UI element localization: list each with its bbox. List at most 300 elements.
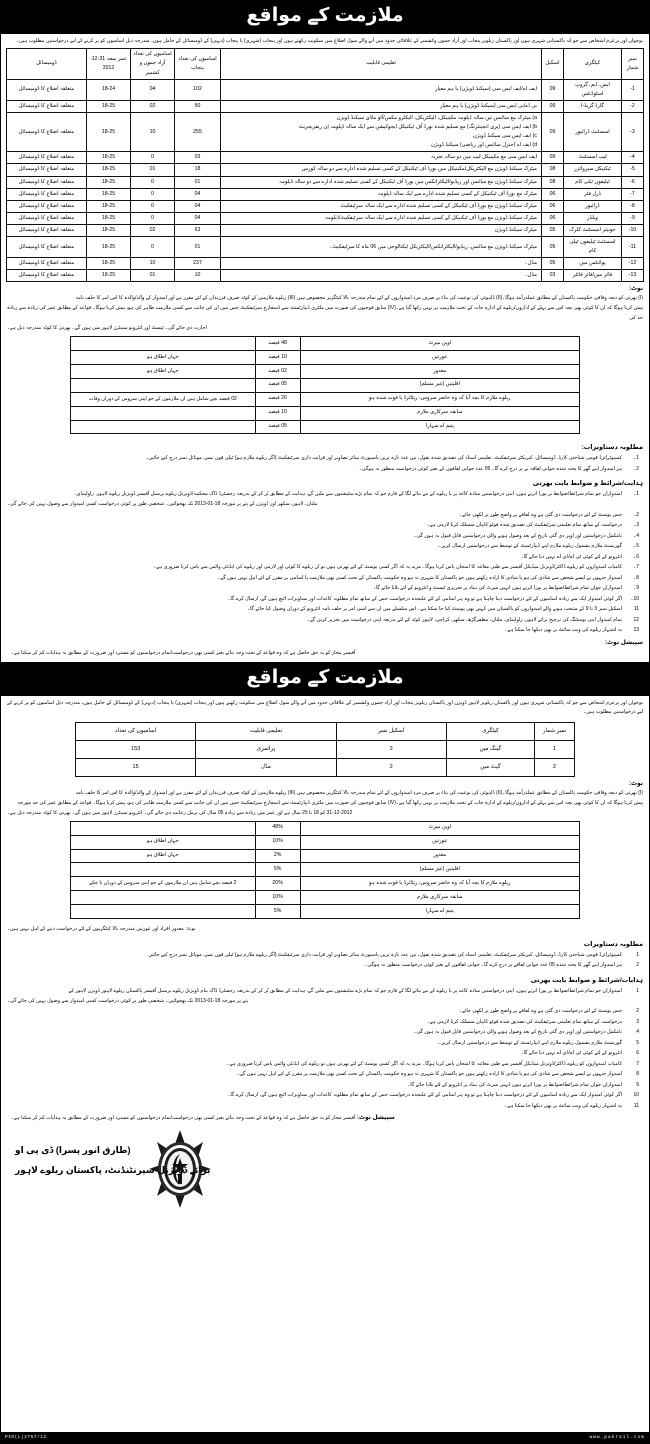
cell-posts-ajk: 02 <box>131 100 175 112</box>
quota-percentage: 10 فیصد <box>255 351 300 365</box>
cell-sr: 4- <box>622 152 644 164</box>
quota-label: معذور <box>300 849 579 863</box>
list-item <box>7 520 639 530</box>
cell-age: 18-25 <box>87 258 131 270</box>
quota-note: 2 فیصد بچے شامل ہیں ان ملازموں کے جو اپنی سروس کے دوران پا چکے <box>71 877 256 891</box>
signature-zone <box>1 1126 649 1208</box>
cell-sr: 12- <box>622 258 644 270</box>
cell-posts-ajk: 04 <box>131 79 175 100</box>
cell-scale: 06 <box>542 200 564 212</box>
section1-quota-table <box>70 336 580 434</box>
cell-category: پوائنٹس مین <box>564 258 622 270</box>
note-line: 31-12-2012 کو 18 تا 25 سال ہے اور عمر میں زیادہ سے زیادہ 05 سال کی نرمل رعایت دی جائے گی۔ انٹرویو سینٹرز لاہور میں ہوں گے۔ بھرتی کا کوٹہ مندرجہ ذیل ہے۔ <box>7 809 353 816</box>
table-header-row <box>76 722 575 740</box>
table-row <box>76 758 575 776</box>
cell-category: ڈرل فٹر <box>564 188 622 200</box>
cell-category: ٹیلیفون ٹیلی کام <box>564 176 622 188</box>
list-item-text: امیدواران جو تمام شرائط/ضوابط پر پورا اترتے ہوں، اپنی درخواستیں سادہ کاغذ پر یا ریلوے کے بنے بنائے لگا کے فارم جو کہ تمام بڑے سٹیشنوں سے ملیں گے، ہدایت کے مطابق پُر کر کے بذریعہ رجسٹرڈ ڈاک محکمہ/ڈویژنل ریلوے پرسنل آفیسر ڈویژنل ریلوے لاہور، راولپنڈی، ملتان، لاہور، سکھر اور ڈویژن کے پتے پر مورخہ 18-01-2013 تک بھجوائیں۔ شخصی طور پر کوئی درخواست کسی امیدوار سے وصول نہیں کی جائے گی۔ <box>7 491 622 508</box>
cell-posts-punjab: 50 <box>175 100 221 112</box>
cell-age: 18-25 <box>87 270 131 282</box>
quota-row <box>71 835 580 849</box>
cell-sr: 10- <box>622 224 644 236</box>
section2-quota-footnote: نوٹ: معذور افراد اور عورتیں مندرجہ بالا کیٹگریوں کے لئے درخواست دینے کے اہل نہیں ہیں۔ <box>7 925 196 932</box>
cell-domicile: متعلقہ اضلاع کا ڈومیسائل <box>7 200 87 212</box>
cell-qualification: ایف ایس سی مع مکینیکل لیب میں دو سالہ تجربہ <box>221 152 542 164</box>
list-item-number: 8۔ <box>633 574 639 581</box>
list-item <box>7 1059 639 1069</box>
cell-domicile: متعلقہ اضلاع کا ڈومیسائل <box>7 152 87 164</box>
list-item-text: امیدواران جوان تمام شرائط/ضوابط پر پورا اترتے ہوں انہیں میرٹ کی بنیاد پر انٹرویو کے لئے بلایا جائے گا۔ <box>407 1081 622 1088</box>
cell-posts-punjab: 01 <box>175 176 221 188</box>
cell-qualification: میٹرک سیکنڈ ڈویژن مع سائنس، ریڈیو/الیکٹرانکس/الیکٹریکل ٹیکنالوجی میں 06 ماہ کا سرٹیفکیٹ۔ <box>221 236 542 257</box>
list-item-number: 12 <box>633 616 639 623</box>
quota-note <box>71 863 256 877</box>
cell-category: اسسٹنٹ ٹیلیفون ٹیلی کام <box>564 236 622 257</box>
list-item <box>7 950 639 960</box>
section1-rules-list <box>1 489 649 635</box>
special-note-text: آفیسر مجاز کو یہ حق حاصل ہے کہ وہ قواعد کے تحت وجہ بتائے بغیر کسی بھی درخواست/تمام درخواستوں کو مسترد اور ضرورت کے مطابق یہ ہدایات کم کر سکتا ہے۔ <box>11 1115 356 1122</box>
cell-age: 18-24 <box>87 79 131 100</box>
quota-percentage: 48% <box>255 821 300 835</box>
list-item-text: ہر امیدوار اپنے گھر کا پختہ شدہ جوابی لفافہ نے پر درج کرے گا۔ 05 عدد جوابی لفافوں کے بغیر کوئی درخواست منظور نہ ہوگی۔ <box>358 465 622 472</box>
table-row <box>7 176 644 188</box>
cell-sr: 2 <box>534 758 574 776</box>
cell-category: فائر مین/فائر فائٹر <box>564 270 622 282</box>
cell-age: 18-25 <box>87 224 131 236</box>
cell-category: ایس۔ایم۔گروپ اسٹوڈنٹس <box>564 79 622 100</box>
cell-category: جونیئر اسسٹنٹ کلرک <box>564 224 622 236</box>
quota-label: اقلیتیں (غیر مسلم) <box>300 863 579 877</box>
cell-domicile: متعلقہ اضلاع کا ڈومیسائل <box>7 188 87 200</box>
table-row <box>7 79 644 100</box>
list-item-text: گورنمنٹ ملازم بشمول ریلوے ملازم اپنے ڈیپارٹمنٹ کے توسط سے درخواستیں ارسال کریں۔ <box>437 1039 622 1046</box>
section1-intro-text: نوجوان اور پرعزم اشخاص سے جو کہ پاکستانی شہری ہوں اور پاکستان ریلویز پنجاب اور آزاد جموں وکشمیر کے علاقائی حدود میں آنے والے سول اضلاع میں سکونت رکھتے ہوں اور پنجاب (شہری) یا پنجاب (دیہی) کے ڈومیسائل کے حامل ہوں، مندرجہ ذیل اسامیوں کو پر کرنے کے لیے درخواستیں مطلوب ہیں۔ <box>16 37 643 44</box>
quota-row <box>71 821 580 835</box>
table-row <box>7 258 644 270</box>
quota-label: ریلوے ملازم کا بچہ آیا کہ وہ حاضر سروس، ریٹائرڈ یا فوت شدہ ہو <box>300 877 579 891</box>
list-item-text: کامیاب امیدواروں کو ریلوے ڈاکٹر/ڈویژنل میڈیکل آفیسر سے طبی معائنہ کا امتحان پاس کرنا ہوگا۔ مزید یہ کہ اگر کسی پوسٹ کے لئے بھرتی ہوں تو ریلوے کی ایڈنٹی واٹس پاس کرنا ضروری ہے۔ <box>226 1060 622 1067</box>
table-row <box>7 270 644 282</box>
cell-qualification: مڈل۔ <box>221 258 542 270</box>
cell-posts-punjab: 237 <box>175 258 221 270</box>
section1-note-body <box>1 292 649 334</box>
list-item-number: 10 <box>633 1092 639 1099</box>
list-item-number: 6 <box>636 1050 639 1057</box>
cell-qualification: پرائمری <box>196 740 336 758</box>
th-age: عمر بمعہ 31-12-2012 <box>87 49 131 79</box>
list-item-number: 7 <box>636 1060 639 1067</box>
list-item-number: 11 <box>633 1102 639 1109</box>
footer-pid: PID(L)2757/12 <box>5 1435 47 1440</box>
cell-category: گارڈ گریڈ-I <box>564 100 622 112</box>
quota-note: 02 فیصد بچے شامل ہیں ان ملازموں کے جو اپنی سروس کے دوران وفات <box>71 392 256 406</box>
quota-percentage: 5% <box>255 905 300 919</box>
note-line: پیش کرنا ہوگا کہ ان کا کوئی بھی بچہ اس سے پہلے کے اداروں/ریلوے کے ادارہ جات کے تحت ملازمت پر نہیں رکھا گیا ہے۔(IV) سابق فوجیوں کی صورت میں ملٹری ڈیپارٹمنٹ سے ڈسچارج سرٹیفکیٹ جس میں ان کی جانب سے کسی ملازمت ظاہر کی ہو، پیش کرنا ہوگا۔ قواعد کے مطابق عمر کی حد مورخہ <box>17 799 643 806</box>
cell-domicile: متعلقہ اضلاع کا ڈومیسائل <box>7 224 87 236</box>
list-item-text: کمپیوٹرائزڈ قومی شناختی کارڈ، ڈومیسائل، کیریکٹر سرٹیفکیٹ، تعلیمی اسناد کی تصدیق شدہ نقول، تین عدد تازہ ترین پاسپورٹ سائز تصاویر اور قرابت داری سرٹیفکیٹ (اگر ریلوے ملازم ہو) ٹیلی فون نمبر، موبائل نمبر درج کیے جائیں۔ <box>145 455 622 462</box>
section1-docs-list <box>1 453 649 474</box>
cell-posts-ajk: 0 <box>131 236 175 257</box>
cell-category: لیب اسسٹنٹ <box>564 152 622 164</box>
quota-percentage: 10% <box>255 891 300 905</box>
list-item <box>7 1038 639 1048</box>
cell-posts-punjab: 102 <box>175 79 221 100</box>
th-qualification: تعلیمی قابلیت <box>221 49 542 79</box>
cell-posts-punjab: 10 <box>175 270 221 282</box>
list-item-text: تمام امیدوار اپنی پوسٹنگ کی ترجیح برائے لاہور، راولپنڈی، ملتان، مظفرگڑھ، سکھر، کراچی، لاہور کوٹہ کے لئے بذریعہ اپنی درخواست میں تحریر کریں گے۔ <box>307 616 622 623</box>
cell-count: 153 <box>76 740 196 758</box>
quota-note <box>71 905 256 919</box>
cell-sr: 6- <box>622 176 644 188</box>
list-item <box>7 573 639 583</box>
quota-row <box>71 378 580 392</box>
cell-sr: 3- <box>622 112 644 151</box>
list-item-number: 1۔ <box>633 455 639 462</box>
cell-sr: 11- <box>622 236 644 257</box>
list-item-text: اگر کوئی امیدوار ایک سے زیادہ اسامیوں کے لئے درخواست دینا چاہتا ہے تو وہ ہر اسامی کے لئے علیحدہ درخواست جس کے ساتھ تمام مطلوبہ کاغذات اور ستاویزات اٹیچ ہوں گے، ارسال کرے گا۔ <box>227 595 622 602</box>
list-item-number: 1 <box>636 987 639 994</box>
cell-qualification: a) میٹرک مع سائنس تین سالہ ڈپلومہ مکینیکل، الیکٹریکل، الیکٹرو مکس/آٹو ماڈی سیکنڈ ڈویژن b) ایف ایس سی (پری انجینئرنگ) مع تسلیم شدہ بورڈ آف ٹیکنیکل ایجوکیشن سے ایک سالہ ڈپلومہ اِن ریفریجریٹ c) ایف ایس سی سیکنڈ ڈویژن d) ایف اے (جنرل سائنس اور ریاضی) سیکنڈ ڈویژن <box>221 112 542 151</box>
list-item-number: 7۔ <box>633 564 639 571</box>
list-item-number: 2 <box>636 1008 639 1015</box>
cell-age: 18-25 <box>87 176 131 188</box>
list-item-text: کمپیوٹرائزڈ قومی شناختی کارڈ، ڈومیسائل، کیریکٹر سرٹیفکیٹ، تعلیمی اسناد کی تصدیق شدہ نقول، تین عدد تازہ ترین پاسپورٹ سائز تصاویر اور قرابت داری سرٹیفکیٹ (اگر ریلوے ملازم ہو) ٹیلی فون نمبر، موبائل نمبر درج کیے جائیں <box>148 951 622 958</box>
cell-posts-ajk: 02 <box>131 224 175 236</box>
th-posts-ajk: اسامیوں کی تعداد آزاد جموں و کشمیر <box>131 49 175 79</box>
list-item <box>7 615 639 625</box>
th-scale: اسکیل <box>542 49 564 79</box>
list-item-text: یہ اشتہار ریلوے کی ویب سائٹ پر بھی دیکھا جا سکتا ہے۔ <box>504 627 622 634</box>
list-item <box>7 510 639 520</box>
th-sr: نمبر شمار <box>622 49 644 79</box>
cell-sr: 13- <box>622 270 644 282</box>
list-item-text: انٹرویو کے لئے کوئی ٹی اے/ڈی اے نہیں دیا جائے گا۔ <box>520 1050 622 1057</box>
th-category: کیٹگری <box>564 49 622 79</box>
quota-note <box>71 821 256 835</box>
list-item <box>7 1101 639 1111</box>
list-item-number: 8 <box>636 1071 639 1078</box>
cell-qualification: میٹرک مع بورڈ آف ٹیکنیکل کے کسی تسلیم شدہ ادارے سے ایک سالہ ڈپلومہ <box>221 188 542 200</box>
signatory-title: برائے ڈویژنل سپرنٹنڈنٹ، پاکستان ریلوے لاہور <box>15 1165 211 1176</box>
cell-domicile: متعلقہ اضلاع کا ڈومیسائل <box>7 112 87 151</box>
list-item-number: 3 <box>636 1018 639 1025</box>
list-item-text: نامکمل درخواستیں اور اوپر دی گئی تاریخ کے بعد وصول ہونے والی درخواستیں قابل قبول نہ ہوں گی۔ <box>413 1029 622 1036</box>
cell-posts-ajk: 10 <box>131 258 175 270</box>
footer-website[interactable]: www.pakrail.com <box>589 1435 645 1440</box>
list-item <box>7 1006 639 1016</box>
quota-percentage: 10% <box>255 835 300 849</box>
section2-jobs-table <box>75 722 575 777</box>
quota-label: اوپن میرٹ <box>300 337 579 351</box>
signatory-name: (طارق انور پسرا) ڈی پی او <box>15 1144 131 1155</box>
table-header-row <box>7 49 644 79</box>
quota-row <box>71 351 580 365</box>
signatory-block <box>15 1140 210 1181</box>
list-item <box>7 594 639 604</box>
cell-posts-punjab: 01 <box>175 236 221 257</box>
list-item-text: درخواست کے ساتھ تمام تعلیمی سرٹیفکیٹ کی تصدیق شدہ فوٹو کاپیاں منسلک کرنا لازمی ہے۔ <box>426 522 622 529</box>
cell-posts-punjab: 04 <box>175 212 221 224</box>
quota-label: ریلوے ملازم کا بچہ آیا کہ وہ حاضر سروس، ریٹائرڈ یا فوت شدہ ہو <box>300 392 579 406</box>
cell-domicile: متعلقہ اضلاع کا ڈومیسائل <box>7 270 87 282</box>
quota-row <box>71 420 580 434</box>
cell-scale: 2 <box>336 758 446 776</box>
cell-qualification: ایف اے/ایف ایس سی (سیکنڈ ڈویژن) یا ہم معیار <box>221 79 542 100</box>
list-item-text: امیدواران جو تمام شرائط/ضوابط پر پورا اترتے ہوں، اپنی درخواستیں سادہ کاغذ پر یا ریلوے کے بنے بنائے لگا کے فارم جو کہ تمام بڑے سٹیشنوں سے ملیں گے، ہدایت کے مطابق پُر کر کے بذریعہ رجسٹرڈ ڈاک بنام ڈویژنل ریلوے پرسنل آفیسر پاکستان ریلوے لاہور ڈویژن لاہور کے پتے پر مورخہ 18-01-2013 تک بھجوائیں۔ شخصی طور پر کوئی درخواست کسی امیدوار سے وصول نہیں کی جائے گی۔ <box>7 987 622 1004</box>
note-line: (I) بھرتی کو ذیعہ وفاقی حکومت پاکستان کے مطابق عملدرآمد ہوگا۔(II) ڈاہوئی کی نوعیت کی بناء پر صرف مرد امیدواروں کے لئے تمام مندرجہ بالا کیٹگریز مخصوص ہیں (III) ریلوے ملازمین کے کوٹہ صرف فرزندان کے لئے مقرر ہے اور امیدوار کے والد/والدہ کا اس امر کا حلف نامہ <box>75 789 643 796</box>
th-qualification: تعلیمی قابلیت <box>196 722 336 740</box>
special-note-text: آفیسر مجاز کو یہ حق حاصل ہے کہ وہ قواعد کے تحت وجہ بتائے بغیر کسی بھی درخواست/تمام درخواستوں کو مسترد اور ضرورت کے مطابق یہ ہدایات کم کر سکتا ہے۔ <box>11 650 356 657</box>
table-row <box>7 188 644 200</box>
quota-row <box>71 863 580 877</box>
note-line: اجازت دی جائے گی۔ ٹیسٹ اور انٹرویو سینٹرز لاہور میں ہوں گے۔ بھرتی کا کوٹہ مندرجہ ذیل ہے۔ <box>7 325 207 332</box>
quota-note <box>71 420 256 434</box>
list-item-number: 9 <box>636 1081 639 1088</box>
list-item-number: 2۔ <box>633 511 639 518</box>
cell-posts-ajk: 0 <box>131 152 175 164</box>
list-item <box>7 1017 639 1027</box>
cell-posts-ajk: 0 <box>131 188 175 200</box>
quota-note <box>71 378 256 392</box>
quota-percentage: 05 فیصد <box>255 420 300 434</box>
list-item-number: 5۔ <box>633 543 639 550</box>
cell-domicile: متعلقہ اضلاع کا ڈومیسائل <box>7 258 87 270</box>
quota-label: عورتیں <box>300 351 579 365</box>
cell-posts-ajk: 01 <box>131 164 175 176</box>
cell-qualification: بی اے/بی ایس سی (سیکنڈ ڈویژن) یا ہم معیار <box>221 100 542 112</box>
list-item <box>7 1069 639 1079</box>
th-posts-punjab: اسامیوں کی تعداد پنجاب <box>175 49 221 79</box>
list-item-text: کامیاب امیدواروں کو ریلوے ڈاکٹر/ڈویژنل میڈیکل آفیسر سے طبی معائنہ کا امتحان پاس کرنا ہوگا۔ مزید یہ کہ اگر کسی پوسٹ کے لئے بھرتی ہوں تو ان ریلوے کا کوئی اور لازمی اور ریلوے کی ایڈنٹی واٹس سے پاس کرنا ضروری ہے۔ <box>153 564 622 571</box>
quota-row <box>71 337 580 351</box>
list-item-number: 9۔ <box>633 585 639 592</box>
cell-sr: 2- <box>622 100 644 112</box>
list-item-number: 1۔ <box>633 491 639 498</box>
list-item <box>7 583 639 593</box>
list-item-number: 1 <box>636 951 639 958</box>
cell-scale: 08 <box>542 176 564 188</box>
quota-percentage: 5% <box>255 863 300 877</box>
list-item-text: امیدوار جنہوں نے ایسے شخص سے شادی کی ہو یا شادی کا ارادہ رکھتے ہوں جو پاکستان کا شہری نہ ہو وہ حکومت پاکستان کے تحت کسی بھی ملازمت پر مقرر کے لئے اہل نہیں ہوں گے۔ <box>237 1071 622 1078</box>
cell-qualification: میٹرک سیکنڈ ڈویژن مع الیکٹریکل/مکینیکل میں بورڈ آف ٹیکنیکل کے کسی تسلیم شدہ ادارے سے دو سالہ کورس <box>221 164 542 176</box>
list-item-text: امیدواران جوان تمام شرائط/ضوابط پر پورا اترتے ہوں انہیں میرٹ کی بنیاد پر تحریری ٹیسٹ و انٹرویو کے لئے بلایا جائے گا۔ <box>373 585 622 592</box>
cell-age: 18-25 <box>87 236 131 257</box>
cell-posts-punjab: 255 <box>175 112 221 151</box>
cell-posts-ajk: 10 <box>131 112 175 151</box>
section2-intro-text: نوجوان اور پرعزم اشخاص سے جو کہ پاکستانی شہری ہوں اور پاکستان ریلویز لاہور ڈویژن اور پاکستان ریلویز پنجاب اور آزاد جموں وکشمیر کے علاقائی حدود میں آنے والے سول اضلاع میں سکونت رکھتے ہوں اور پنجاب (شہری) یا پنجاب (دیہی) کے ڈومیسائل کے حامل ہوں، مندرجہ ذیل اسامیوں کو پر کرنے کے لیے درخواستیں مطلوب ہیں۔ <box>7 699 643 716</box>
cell-category: اسسٹنٹ ڈرائیور <box>564 112 622 151</box>
list-item-text: انٹرویو کے لئے کوئی ٹی اے/ڈی اے نہیں دیا جائے گا۔ <box>520 553 622 560</box>
cell-scale: 09 <box>542 79 564 100</box>
cell-category: ڈرائیور <box>564 200 622 212</box>
cell-scale: 09 <box>542 100 564 112</box>
section2-note-body <box>1 787 649 819</box>
cell-category: ٹیکنیکل سپروائزر <box>564 164 622 176</box>
list-item <box>7 986 639 1006</box>
quota-row <box>71 891 580 905</box>
section2-banner: ملازمت کے مواقع <box>1 663 649 696</box>
quota-row <box>71 365 580 379</box>
cell-posts-punjab: 63 <box>175 224 221 236</box>
list-item <box>7 1027 639 1037</box>
section1-docs-heading: مطلوبہ دستاویزات: <box>581 444 643 452</box>
cell-age: 18-25 <box>87 200 131 212</box>
table-row <box>76 740 575 758</box>
th-scale: اسکیل نمبر <box>336 722 446 740</box>
table-row <box>7 152 644 164</box>
cell-scale: 03 <box>542 270 564 282</box>
list-item-text: اگر کوئی امیدوار ایک سے زیادہ اسامیوں کے لئے درخواست دینا چاہتا ہے تو وہ ہر اسامی کے لئے علیحدہ درخواست جس کے ساتھ تمام مطلوبہ کاغذات اور ستاویزات اٹیچ ہوں گے، ارسال کرے گا۔ <box>227 1092 622 1099</box>
quota-label: اوپن میرٹ <box>300 821 579 835</box>
quota-note: جہاں اطلاق ہو <box>71 351 256 365</box>
section1-rules-heading: ہدایت/شرائط و ضوابط بابت بھرتی <box>532 480 643 488</box>
cell-scale: 05 <box>542 224 564 236</box>
cell-category: ویلڈر <box>564 212 622 224</box>
list-item <box>7 604 639 614</box>
quota-note <box>71 337 256 351</box>
cell-sr: 1- <box>622 79 644 100</box>
quota-note: جہاں اطلاق ہو <box>71 365 256 379</box>
cell-sr: 8- <box>622 200 644 212</box>
cell-scale: 09 <box>542 152 564 164</box>
th-count: اسامیوں کی تعداد <box>76 722 196 740</box>
cell-domicile: متعلقہ اضلاع کا ڈومیسائل <box>7 212 87 224</box>
quota-percentage: 20% <box>255 877 300 891</box>
cell-age: 18-25 <box>87 112 131 151</box>
quota-row <box>71 849 580 863</box>
cell-scale: 2 <box>336 740 446 758</box>
special-note-label: سپیشل نوٹ: <box>605 639 643 646</box>
section2-rules-list <box>1 986 649 1111</box>
list-item <box>7 531 639 541</box>
special-note-label: سپیشل نوٹ: <box>356 1115 395 1122</box>
cell-category: گیٹ مین <box>446 758 534 776</box>
list-item-number: 13 <box>633 627 639 634</box>
quota-row <box>71 877 580 891</box>
table-row <box>7 236 644 257</box>
quota-percentage: 2% <box>255 849 300 863</box>
list-item-number: 10۔ <box>630 595 639 602</box>
list-item <box>7 1090 639 1100</box>
note-line: پیش کرنا ہوگا کہ ان کا کوئی بھی بچہ اس سے پہلے کے اداروں/ریلوے کے ادارہ جات کے تحت ملازمت پر نہیں رکھا گیا ہے۔(IV) سابق فوجیوں کی صورت میں ملٹری ڈیپارٹمنٹ سے ڈسچارج سرٹیفکیٹ جس میں ان کی جانب سے کسی ملازمت ظاہر کی ہو، پیش کرنا ہوگا۔ قواعد کے مطابق عمر کی زیادہ سے زیادہ حد کی <box>7 305 643 322</box>
table-row <box>7 164 644 176</box>
quota-note <box>71 891 256 905</box>
list-item-number: 5 <box>636 1039 639 1046</box>
note-line: (I) بھرتی کو ذیعہ وفاقی حکومت پاکستان کے مطابق عملدرآمد ہوگا۔(II) ڈاہوئی کی نوعیت کی بناء پر صرف مرد امیدواروں کے لئے تمام مندرجہ بالا کیٹگریز مخصوص ہیں (III) ریلوے ملازمین کے کوٹہ صرف فرزندان کے لئے مقرر ہے اور امیدوار کے والد/والدہ کا اس امر کا حلف نامہ <box>75 295 643 302</box>
list-item-number: 3۔ <box>633 522 639 529</box>
cell-scale: 08 <box>542 164 564 176</box>
cell-age: 18-25 <box>87 152 131 164</box>
list-item-text: یہ اشتہار ریلوے کی ویب سائٹ پر بھی دیکھا جا سکتا ہے۔ <box>504 1102 622 1109</box>
quota-label: یتیم اے سہارا <box>300 905 579 919</box>
list-item <box>7 1080 639 1090</box>
cell-age: 18-25 <box>87 212 131 224</box>
cell-age: 18-25 <box>87 100 131 112</box>
cell-qualification: میٹرک سیکنڈ ڈویژن مع بورڈ آف ٹیکنیکل کے کسی تسلیم شدہ ادارے سے ایک سالہ سرٹیفکیٹ/ڈپلومہ <box>221 212 542 224</box>
quota-percentage: 48 فیصد <box>255 337 300 351</box>
quota-note: جہاں اطلاق ہو <box>71 835 256 849</box>
cell-domicile: متعلقہ اضلاع کا ڈومیسائل <box>7 100 87 112</box>
list-item <box>7 1048 639 1058</box>
list-item <box>7 960 639 970</box>
cell-domicile: متعلقہ اضلاع کا ڈومیسائل <box>7 176 87 188</box>
section2-special-note <box>1 1111 649 1125</box>
list-item-text: جس پوسٹ کے لئے درخواست دی گئی ہے وہ لفافے پر واضح طور پر لکھی جائے۔ <box>459 1008 622 1015</box>
list-item-number: 6۔ <box>633 553 639 560</box>
cell-posts-punjab: 18 <box>175 164 221 176</box>
section2-rules-heading: ہدایات/شرائط و ضوابط بابت بھرتی <box>530 976 643 984</box>
table-row <box>7 112 644 151</box>
cell-posts-ajk: 01 <box>131 270 175 282</box>
cell-scale: 09 <box>542 112 564 151</box>
quota-label: معذور <box>300 365 579 379</box>
cell-category: گینگ مین <box>446 740 534 758</box>
cell-qualification: میٹرک سیکنڈ ڈویژن مع سائنس اور ریڈیو/الیکٹرانکس میں بورڈ آف ٹیکنیکل کے کسی تسلیم شدہ ادارے سے دو سالہ ڈپلومہ <box>221 176 542 188</box>
cell-posts-punjab: 04 <box>175 200 221 212</box>
cell-sr: 1 <box>534 740 574 758</box>
list-item-text: گورنمنٹ ملازم بشمول ریلوے ملازم اپنے ڈیپارٹمنٹ کے توسط سے درخواستیں ارسال کریں۔ <box>437 543 622 550</box>
list-item-text: درخواست کے ساتھ تمام تعلیمی سرٹیفکیٹ کی تصدیق شدہ فوٹو کاپیاں منسلک کرنا لازمی ہے۔ <box>426 1018 622 1025</box>
cell-domicile: متعلقہ اضلاع کا ڈومیسائل <box>7 164 87 176</box>
quota-note: جہاں اطلاق ہو <box>71 849 256 863</box>
cell-domicile: متعلقہ اضلاع کا ڈومیسائل <box>7 236 87 257</box>
list-item-number: 11 <box>633 606 639 613</box>
table-row <box>7 200 644 212</box>
list-item-text: نامکمل درخواستیں اور اوپر دی گئی تاریخ کے بعد وصول ہونے والی درخواستیں قابل قبول نہ ہوں گی۔ <box>413 532 622 539</box>
cell-sr: 5- <box>622 164 644 176</box>
quota-row <box>71 406 580 420</box>
cell-domicile: متعلقہ اضلاع کا ڈومیسائل <box>7 79 87 100</box>
list-item-number: 2۔ <box>633 465 639 472</box>
cell-posts-ajk: 0 <box>131 212 175 224</box>
list-item-number: 4 <box>636 1029 639 1036</box>
cell-qualification: مڈل <box>196 758 336 776</box>
section2-docs-list <box>1 950 649 971</box>
list-item-number: 2 <box>636 962 639 969</box>
table-row <box>7 212 644 224</box>
th-sr: نمبر شمار <box>534 722 574 740</box>
list-item-number: 4۔ <box>633 532 639 539</box>
quota-percentage: 05 فیصد <box>255 378 300 392</box>
cell-qualification: مڈل۔ <box>221 270 542 282</box>
cell-scale: 06 <box>542 188 564 200</box>
quota-label: اقلیتیں (غیر مسلم) <box>300 378 579 392</box>
section1-banner: ملازمت کے مواقع <box>1 1 649 34</box>
section2-docs-heading: مطلوبہ دستاویزات <box>583 940 643 948</box>
list-item <box>7 489 639 509</box>
cell-age: 18-25 <box>87 188 131 200</box>
quota-note <box>71 406 256 420</box>
list-item-text: ہر امیدوار اپنے گھر کا پختہ شدہ 05 عدد جوابی لفافے پر درج کرے گا۔ جوابی لفافوں کے بغیر کوئی درخواست منظور نہ ہوگی۔ <box>364 962 622 969</box>
cell-posts-punjab: 04 <box>175 188 221 200</box>
quota-label: یتیم اے سہارا <box>300 420 579 434</box>
list-item <box>7 625 639 635</box>
quota-label: سابقہ سرکاری ملازم <box>300 406 579 420</box>
list-item <box>7 464 639 474</box>
quota-percentage: 02 فیصد <box>255 365 300 379</box>
cell-posts-ajk: 0 <box>131 176 175 188</box>
quota-percentage: 10 فیصد <box>255 406 300 420</box>
section2-quota-table <box>70 821 580 919</box>
cell-scale: 06 <box>542 212 564 224</box>
section1-note-heading: نوٹ: <box>628 286 643 293</box>
cell-scale: 05 <box>542 236 564 257</box>
quota-label: عورتیں <box>300 835 579 849</box>
cell-sr: 9- <box>622 212 644 224</box>
section2-note-heading: نوٹ: <box>628 780 643 787</box>
footer-bar <box>1 1432 649 1443</box>
list-item <box>7 562 639 572</box>
